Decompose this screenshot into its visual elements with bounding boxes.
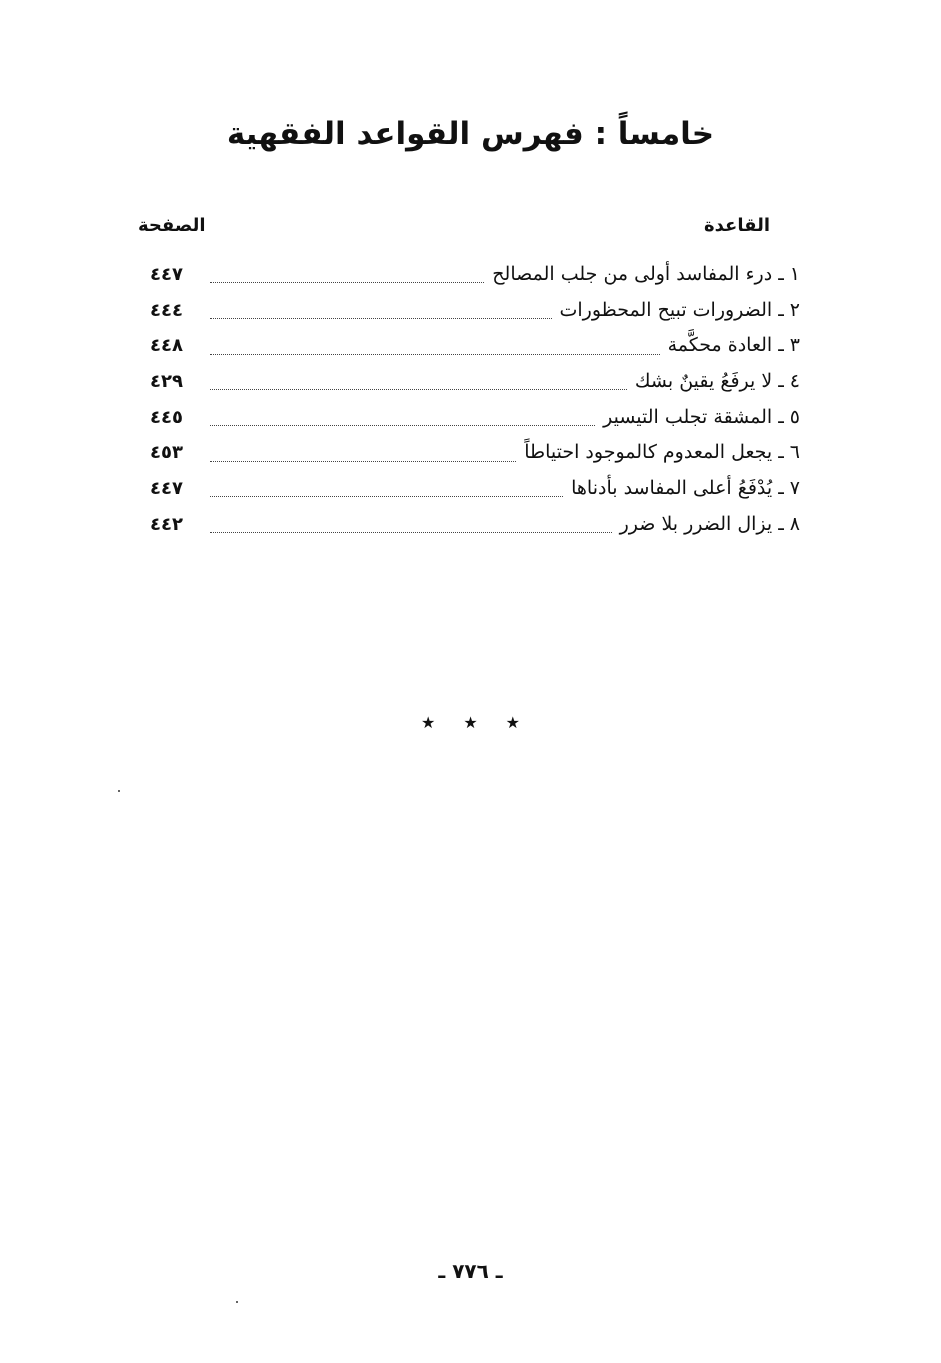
scan-speck xyxy=(118,790,120,792)
dot-leader xyxy=(210,354,660,355)
page-column-header: الصفحة xyxy=(138,215,206,236)
entry-number: ٣ xyxy=(789,334,800,357)
scan-speck xyxy=(236,1301,238,1303)
entry-label: درء المفاسد أولى من جلب المصالح xyxy=(492,263,773,285)
entry-page: ٤٤٨ xyxy=(150,335,183,357)
dot-leader xyxy=(210,496,563,497)
entry-page: ٤٢٩ xyxy=(150,371,183,393)
entry-number: ٦ xyxy=(789,441,800,464)
dot-leader xyxy=(210,532,612,533)
entry-dash: ـ xyxy=(778,370,784,393)
entry-label: يجعل المعدوم كالموجود احتياطاً xyxy=(524,441,773,464)
index-entry xyxy=(150,471,800,507)
entry-dash: ـ xyxy=(778,298,784,321)
entry-page: ٤٤٤ xyxy=(150,299,183,321)
entry-dash: ـ xyxy=(778,263,784,285)
index-entry xyxy=(150,507,800,543)
entry-label: لا يرفَعُ يقينٌ بشك xyxy=(634,370,773,393)
entry-page: ٤٤٧ xyxy=(150,264,183,285)
dot-leader xyxy=(210,389,627,390)
star-icon: ★ xyxy=(420,713,436,732)
index-entry xyxy=(150,293,800,329)
index-entry xyxy=(150,435,800,471)
dot-leader xyxy=(210,282,484,283)
entry-number: ١ xyxy=(789,263,800,285)
star-icon: ★ xyxy=(505,713,521,732)
entry-dash: ـ xyxy=(778,405,784,428)
page-number: ـ ٧٧٦ ـ xyxy=(438,1259,503,1283)
entry-label: العادة محكَّمة xyxy=(667,334,773,357)
entry-page: ٤٥٣ xyxy=(150,442,183,464)
entry-page: ٤٤٥ xyxy=(150,406,183,428)
entry-dash: ـ xyxy=(778,441,784,464)
dot-leader xyxy=(210,425,595,426)
entry-number: ٨ xyxy=(789,512,800,535)
entry-label: المشقة تجلب التيسير xyxy=(603,405,773,428)
entry-label: يزال الضرر بلا ضرر xyxy=(619,512,773,535)
entry-number: ٥ xyxy=(789,405,800,428)
entry-dash: ـ xyxy=(778,512,784,535)
dot-leader xyxy=(210,461,516,462)
star-icon: ★ xyxy=(463,713,478,732)
index-entry xyxy=(150,328,800,364)
entry-dash: ـ xyxy=(778,477,784,500)
entry-page: ٤٤٧ xyxy=(150,478,183,500)
entry-label: يُدْفَعُ أعلى المفاسد بأدناها xyxy=(571,477,773,500)
dot-leader xyxy=(210,318,552,319)
entry-page: ٤٤٢ xyxy=(150,513,183,535)
rules-index-list xyxy=(150,257,800,543)
index-entry xyxy=(150,364,800,400)
entry-label: الضرورات تبيح المحظورات xyxy=(559,298,773,321)
index-entry xyxy=(150,400,800,436)
index-entry xyxy=(150,257,800,293)
rule-column-header: القاعدة xyxy=(704,215,770,236)
entry-number: ٢ xyxy=(789,298,800,321)
entry-number: ٤ xyxy=(789,370,800,393)
entry-dash: ـ xyxy=(778,334,784,357)
section-separator xyxy=(0,708,941,738)
page-title: خامساً : فهرس القواعد الفقهية xyxy=(226,116,715,152)
entry-number: ٧ xyxy=(789,477,800,500)
